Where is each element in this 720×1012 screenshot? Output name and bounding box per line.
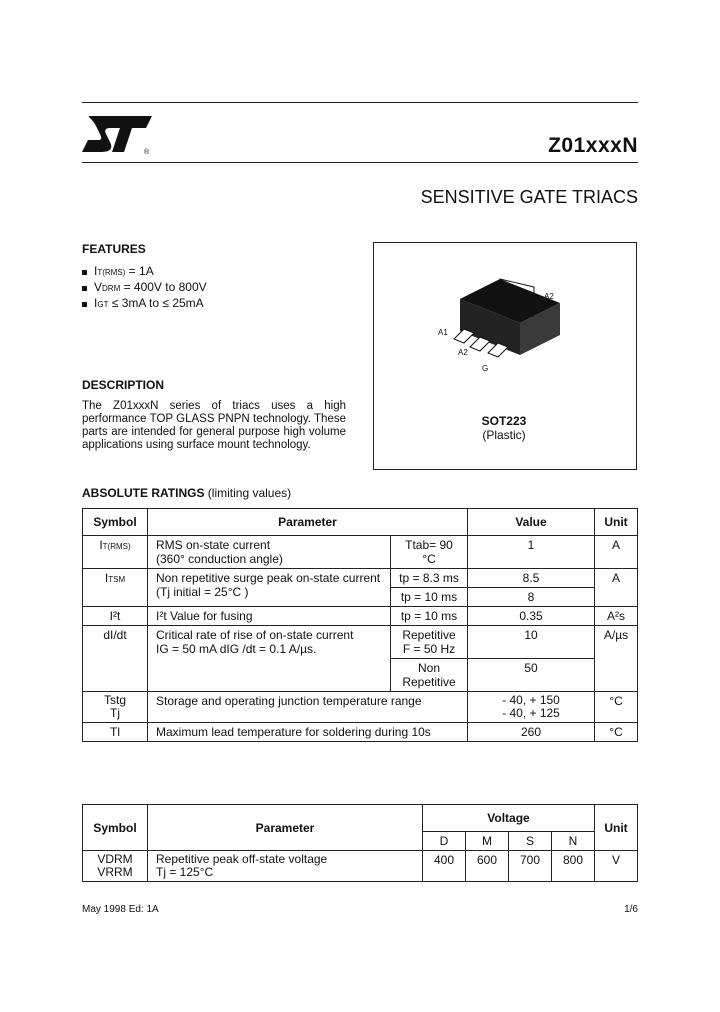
header-rule [82,162,638,163]
cond-cell: Ttab= 90 °C [391,536,468,569]
pin-label: A2 [458,348,468,357]
grade-cell: D [423,832,466,851]
grade-cell: M [466,832,509,851]
param-cell: Repetitive peak off-state voltage Tj = 125°C [148,851,423,882]
table-row [83,626,638,659]
voltage-table [82,804,638,882]
param-cell: Non repetitive surge peak on-state current (Tj initial = 25°C ) [148,569,391,607]
table-row [83,692,638,723]
table-row [83,569,638,588]
header-value: Value [468,509,595,536]
subtitle: SENSITIVE GATE TRIACS [420,187,638,207]
grade-cell: N [552,832,595,851]
table-row [83,851,638,882]
header-symbol: Symbol [83,805,148,851]
feature-item: IGT ≤ 3mA to ≤ 25mA [82,296,207,312]
sot223-package-drawing [374,243,636,403]
value-cell: - 40, + 150 - 40, + 125 [468,692,595,723]
table-row [83,536,638,569]
pin-label: A2 [544,292,554,301]
param-cell: I²t Value for fusing [148,607,391,626]
table-row [83,723,638,742]
feature-item: IT(RMS) = 1A [82,264,207,280]
value-cell: 1 [468,536,595,569]
value-cell: 8 [468,588,595,607]
features-heading: FEATURES [82,242,146,256]
symbol-cell: Tl [83,723,148,742]
footer-page: 1/6 [624,904,638,915]
param-cell: RMS on-state current (360° conduction angle) [148,536,391,569]
description-text: The Z01xxxN series of triacs uses a high performance TOP GLASS PNPN technology. These parts are intended for general purpose high volume applications using surface mount technology. [82,400,346,451]
symbol-cell: Tstg Tj [83,692,148,723]
value-cell: 260 [468,723,595,742]
value-cell: 800 [552,851,595,882]
table-row [83,607,638,626]
unit-cell: °C [595,692,638,723]
param-cell: Critical rate of rise of on-state current IG = 50 mA dIG /dt = 0.1 A/µs. [148,626,391,692]
ratings-heading: ABSOLUTE RATINGS (limiting values) [82,486,292,500]
unit-cell: °C [595,723,638,742]
symbol-cell: ITSM [83,569,148,607]
header-parameter: Parameter [148,805,423,851]
value-cell: 0.35 [468,607,595,626]
cond-cell: tp = 10 ms [391,607,468,626]
symbol-cell: VDRM VRRM [83,851,148,882]
features-list [82,264,207,312]
header-unit: Unit [595,509,638,536]
header-voltage: Voltage [423,805,595,832]
symbol-cell: I²t [83,607,148,626]
value-cell: 700 [509,851,552,882]
header-parameter: Parameter [148,509,468,536]
package-name: SOT223 [481,414,527,428]
value-cell: 400 [423,851,466,882]
unit-cell: A/µs [595,626,638,692]
unit-cell: A [595,536,638,569]
unit-cell: A²s [595,607,638,626]
header-unit: Unit [595,805,638,851]
param-cell: Storage and operating junction temperature range [148,692,468,723]
description-heading: DESCRIPTION [82,378,165,392]
pin-label: A1 [438,328,448,337]
pin-label: G [482,364,489,373]
feature-item: VDRM = 400V to 800V [82,280,207,296]
unit-cell: A [595,569,638,607]
param-cell: Maximum lead temperature for soldering during 10s [148,723,468,742]
cond-cell: tp = 10 ms [391,588,468,607]
footer-date: May 1998 Ed: 1A [82,904,159,915]
cond-cell: Non Repetitive [391,659,468,692]
cond-cell: Repetitive F = 50 Hz [391,626,468,659]
symbol-cell: dI/dt [83,626,148,692]
part-number: Z01xxxN [548,134,638,157]
header-symbol: Symbol [83,509,148,536]
svg-text:®: ® [144,149,150,156]
value-cell: 8.5 [468,569,595,588]
symbol-cell: IT(RMS) [83,536,148,569]
value-cell: 10 [468,626,595,659]
ratings-table [82,508,638,742]
package-type: (Plastic) [482,428,526,442]
top-rule [82,102,638,103]
value-cell: 600 [466,851,509,882]
cond-cell: tp = 8.3 ms [391,569,468,588]
st-logo [80,108,160,156]
grade-cell: S [509,832,552,851]
unit-cell: V [595,851,638,882]
value-cell: 50 [468,659,595,692]
